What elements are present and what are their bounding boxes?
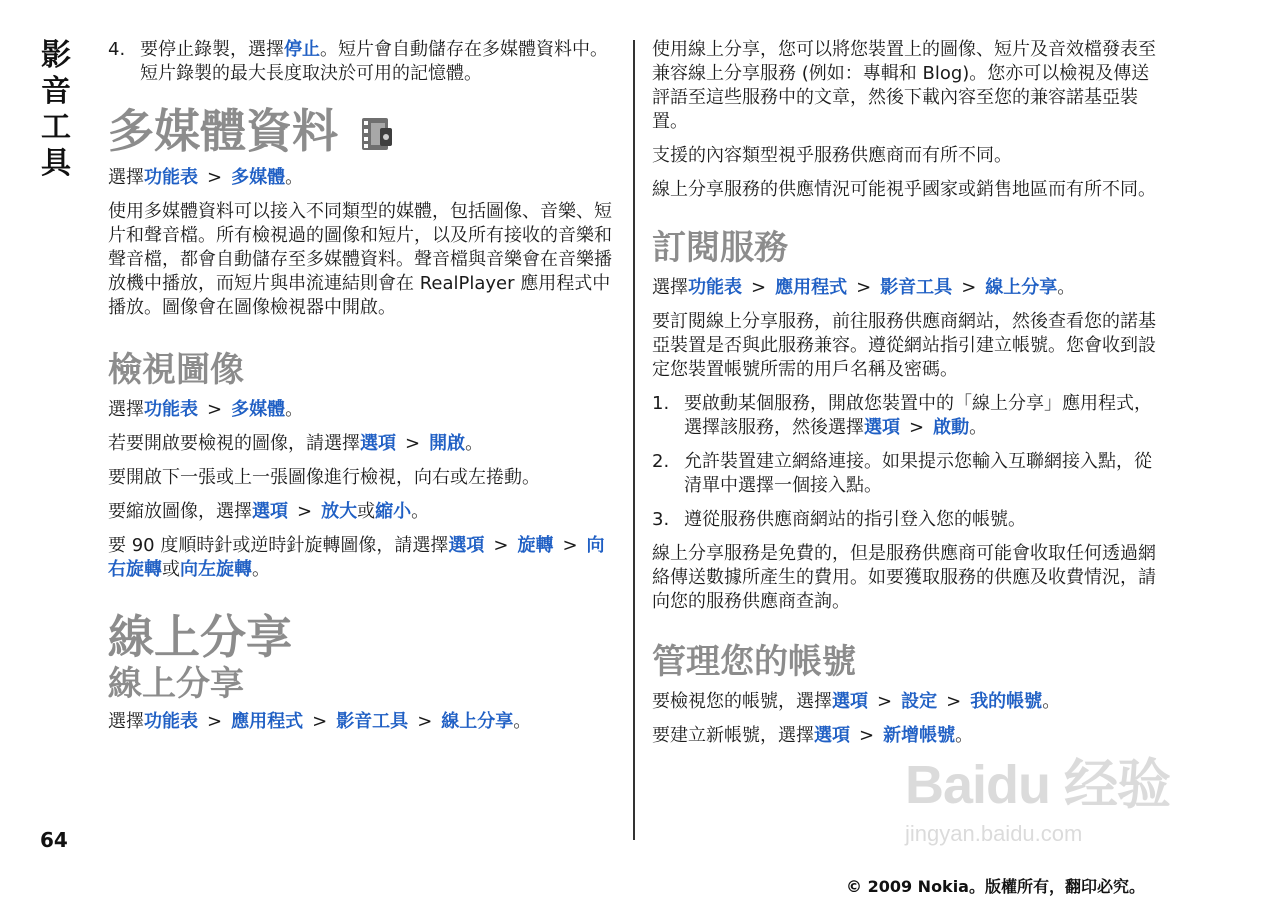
text: 或 xyxy=(162,559,180,580)
availability-note: 線上分享服務的供應情況可能視乎國家或銷售地區而有所不同。 xyxy=(652,179,1156,200)
list-text xyxy=(684,392,1164,440)
fees-note: 線上分享服務是免費的，但是服務供應商可能會收取任何透過網絡傳送數據所產生的費用。如要獲取服務的供應及收費情況，請向您的服務供應商查詢。 xyxy=(652,543,1156,612)
text: 選擇 xyxy=(108,711,144,732)
watermark-logo: Baidu 经验 xyxy=(905,755,1171,815)
separator: > xyxy=(312,711,328,732)
link-options[interactable]: 選項 xyxy=(448,535,485,556)
text: 選擇 xyxy=(652,277,688,298)
heading-manage-accounts: 管理您的帳號 xyxy=(652,642,856,682)
link-menu[interactable]: 功能表 xyxy=(688,277,742,298)
text: 若要開啟要檢視的圖像，請選擇 xyxy=(108,433,360,454)
link-menu[interactable]: 功能表 xyxy=(144,167,198,188)
watermark-url: jingyan.baidu.com xyxy=(905,821,1083,846)
heading-subscribe: 訂閱服務 xyxy=(652,228,788,268)
link-rotate[interactable]: 旋轉 xyxy=(517,535,554,556)
separator: > xyxy=(405,433,421,454)
link-zoom-in[interactable]: 放大 xyxy=(321,501,358,522)
link-media-tools[interactable]: 影音工具 xyxy=(880,277,953,298)
text: 。 xyxy=(955,725,974,746)
separator: > xyxy=(961,277,977,298)
text: 。 xyxy=(252,559,270,580)
list-item-step-1 xyxy=(652,392,1164,440)
column-divider xyxy=(633,40,635,840)
subheading-online-share: 線上分享 xyxy=(108,664,244,704)
link-options[interactable]: 選項 xyxy=(252,501,288,522)
heading-view-images: 檢視圖像 xyxy=(108,350,244,390)
text: 。 xyxy=(513,711,532,732)
link-menu[interactable]: 功能表 xyxy=(144,711,198,732)
link-settings[interactable]: 設定 xyxy=(901,691,938,712)
separator: > xyxy=(751,277,767,298)
separator: > xyxy=(859,725,875,746)
list-text: 允許裝置建立網絡連接。如果提示您輸入互聯網接入點，從清單中選擇一個接入點。 xyxy=(684,451,1152,496)
separator: > xyxy=(207,399,223,420)
view-account-instruction xyxy=(652,690,1164,714)
separator: > xyxy=(297,501,313,522)
path-subscribe xyxy=(652,276,1164,300)
open-image-instruction xyxy=(108,432,620,456)
create-account-instruction xyxy=(652,724,1164,748)
text: 選擇 xyxy=(108,399,144,420)
separator: > xyxy=(856,277,872,298)
text: 。 xyxy=(1042,691,1061,712)
link-my-accounts[interactable]: 我的帳號 xyxy=(970,691,1043,712)
content-types-note: 支援的內容類型視乎服務供應商而有所不同。 xyxy=(652,145,1012,166)
link-zoom-out[interactable]: 縮小 xyxy=(375,501,412,522)
path-menu-media-2 xyxy=(108,398,620,422)
text: 。 xyxy=(285,399,304,420)
side-title-char: 具 xyxy=(41,146,71,181)
heading-media-gallery xyxy=(108,104,620,158)
link-media[interactable]: 多媒體 xyxy=(231,399,286,420)
link-rotate-left[interactable]: 向左旋轉 xyxy=(180,559,252,580)
side-title-char: 影 xyxy=(41,38,71,73)
text: 要建立新帳號，選擇 xyxy=(652,725,814,746)
link-options[interactable]: 選項 xyxy=(360,433,396,454)
text: 。 xyxy=(1057,277,1076,298)
link-activate[interactable]: 啟動 xyxy=(933,417,970,438)
copyright-notice: © 2009 Nokia。版權所有，翻印必究。 xyxy=(846,877,1145,896)
link-rotate-right[interactable]: 向右旋轉 xyxy=(108,535,605,580)
list-text: 遵從服務供應商網站的指引登入您的帳號。 xyxy=(684,509,1026,530)
section-side-title xyxy=(38,38,74,182)
baidu-watermark xyxy=(905,755,1205,865)
link-media-tools[interactable]: 影音工具 xyxy=(336,711,409,732)
side-title-char: 音 xyxy=(41,74,71,109)
separator: > xyxy=(909,417,925,438)
link-stop[interactable]: 停止 xyxy=(284,39,320,60)
link-options[interactable]: 選項 xyxy=(864,417,900,438)
link-new-account[interactable]: 新增帳號 xyxy=(883,725,956,746)
media-description: 使用多媒體資料可以接入不同類型的媒體，包括圖像、音樂、短片和聲音檔。所有檢視過的圖像和短片，以及所有接收的音樂和聲音檔，都會自動儲存至多媒體資料。聲音檔與音樂會在音樂播放機中播放，而短片與串流連結則會在 RealPlayer 應用程式中播放。圖像會在圖像檢視器中開啟。 xyxy=(108,201,612,318)
list-number: 2. xyxy=(652,451,670,472)
separator: > xyxy=(946,691,962,712)
separator: > xyxy=(207,711,223,732)
link-online-share[interactable]: 線上分享 xyxy=(441,711,514,732)
separator: > xyxy=(417,711,433,732)
link-menu[interactable]: 功能表 xyxy=(144,399,198,420)
link-options[interactable]: 選項 xyxy=(832,691,868,712)
link-online-share[interactable]: 線上分享 xyxy=(985,277,1058,298)
page-number: 64 xyxy=(40,828,68,852)
side-title-char: 工 xyxy=(41,110,71,145)
zoom-instruction xyxy=(108,500,620,524)
link-media[interactable]: 多媒體 xyxy=(231,167,286,188)
list-number: 1. xyxy=(652,393,670,414)
list-item-step-4 xyxy=(108,38,620,86)
list-item-step-2 xyxy=(652,450,1164,498)
heading-online-share: 線上分享 xyxy=(108,610,292,664)
text: 。短片會自動儲存在多媒體資料中。短片錄製的最大長度取決於可用的記憶體。 xyxy=(140,39,608,84)
heading-text: 多媒體資料 xyxy=(108,104,338,158)
text: 或 xyxy=(357,501,376,522)
list-item-step-3 xyxy=(652,508,1164,532)
media-gallery-icon xyxy=(360,111,394,151)
right-column xyxy=(652,38,1164,758)
link-options[interactable]: 選項 xyxy=(814,725,850,746)
subscribe-description: 要訂閱線上分享服務，前往服務供應商網站，然後查看您的諾基亞裝置是否與此服務兼容。遵從網站指引建立帳號。您會收到設定您裝置帳號所需的用戶名稱及密碼。 xyxy=(652,311,1156,380)
text: 要啟動某個服務，開啟您裝置中的「線上分享」應用程式，選擇該服務，然後選擇 xyxy=(684,393,1152,438)
list-text xyxy=(140,38,620,86)
text: 要停止錄製，選擇 xyxy=(140,39,284,60)
link-applications[interactable]: 應用程式 xyxy=(231,711,304,732)
text: 選擇 xyxy=(108,167,144,188)
separator: > xyxy=(877,691,893,712)
text: 。 xyxy=(969,417,988,438)
separator: > xyxy=(207,167,223,188)
scroll-instruction: 要開啟下一張或上一張圖像進行檢視，向右或左捲動。 xyxy=(108,467,540,488)
list-number: 4. xyxy=(108,39,126,60)
text: 。 xyxy=(411,501,430,522)
left-column xyxy=(108,38,620,744)
text: 要縮放圖像，選擇 xyxy=(108,501,252,522)
list-number: 3. xyxy=(652,509,670,530)
text: 要 90 度順時針或逆時針旋轉圖像，請選擇 xyxy=(108,535,449,556)
link-open[interactable]: 開啟 xyxy=(429,433,466,454)
text: 要檢視您的帳號，選擇 xyxy=(652,691,832,712)
path-menu-media xyxy=(108,166,620,190)
text: 。 xyxy=(465,433,484,454)
separator: > xyxy=(493,535,509,556)
rotate-instruction xyxy=(108,534,620,582)
text: 。 xyxy=(285,167,304,188)
separator: > xyxy=(562,535,578,556)
path-online-share xyxy=(108,710,620,734)
link-applications[interactable]: 應用程式 xyxy=(775,277,848,298)
online-share-intro: 使用線上分享，您可以將您裝置上的圖像、短片及音效檔發表至兼容線上分享服務 (例如：專輯和 Blog)。您亦可以檢視及傳送評語至這些服務中的文章，然後下載內容至您的兼容諾基亞裝置。 xyxy=(652,39,1156,132)
